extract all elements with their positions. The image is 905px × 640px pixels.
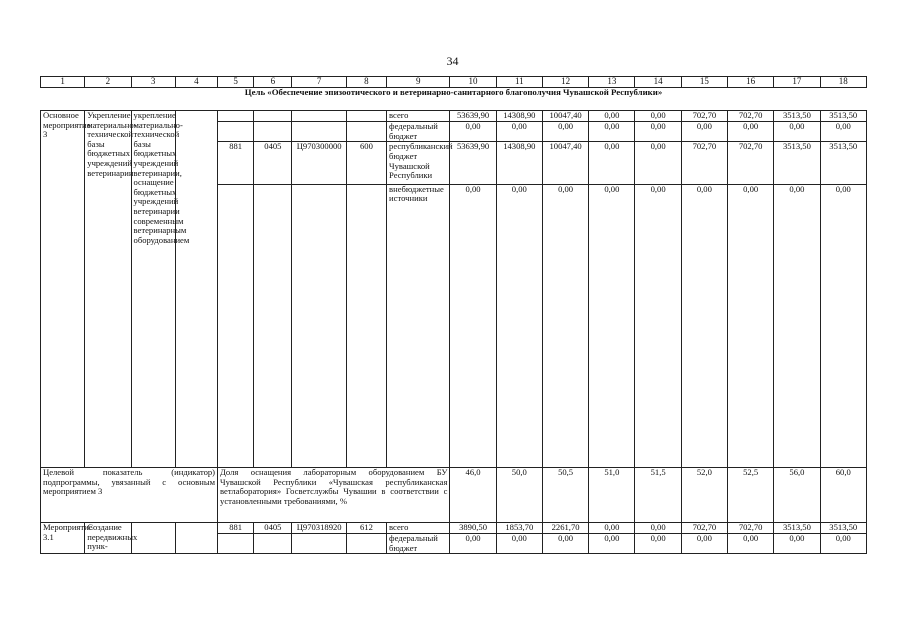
empty-cell (218, 111, 254, 122)
header-cell: 5 (218, 77, 254, 88)
header-cell: 16 (728, 77, 774, 88)
value-cell: 0,00 (681, 122, 727, 142)
indicator-value: 50,5 (542, 468, 588, 523)
value-cell: 702,70 (681, 523, 727, 534)
value-cell: 0,00 (589, 523, 635, 534)
code-rz: 0405 (254, 523, 292, 534)
header-cell: 6 (254, 77, 292, 88)
table-row (41, 111, 867, 122)
header-cell: 17 (774, 77, 820, 88)
value-cell: 0,00 (635, 184, 681, 467)
value-cell: 14308,90 (496, 111, 542, 122)
funding-source: федеральный бюджет (387, 534, 450, 554)
empty-cell (254, 534, 292, 554)
value-cell: 0,00 (635, 111, 681, 122)
empty-cell (218, 122, 254, 142)
value-cell: 0,00 (635, 122, 681, 142)
value-cell: 0,00 (496, 184, 542, 467)
code-csr: Ц970300000 (292, 142, 346, 184)
empty-cell (292, 534, 346, 554)
value-cell: 0,00 (450, 534, 496, 554)
indicator-value: 56,0 (774, 468, 820, 523)
empty-cell (346, 122, 386, 142)
header-row (41, 77, 867, 88)
header-cell: 12 (542, 77, 588, 88)
value-cell: 702,70 (728, 142, 774, 184)
goal-title: Цель «Обеспечение эпизоотического и ветеринарно-санитарного благополучия Чувашской Республики» (41, 88, 867, 111)
value-cell: 3890,50 (450, 523, 496, 534)
value-cell: 0,00 (589, 184, 635, 467)
empty-cell (346, 534, 386, 554)
header-cell: 13 (589, 77, 635, 88)
value-cell: 0,00 (635, 523, 681, 534)
indicator-value: 51,5 (635, 468, 681, 523)
value-cell: 3513,50 (774, 142, 820, 184)
empty-cell (218, 184, 254, 467)
empty-cell (292, 184, 346, 467)
value-cell: 0,00 (450, 184, 496, 467)
funding-source: внебюджетные источники (387, 184, 450, 467)
indicator-row (41, 468, 867, 523)
header-cell: 18 (820, 77, 866, 88)
indicator-value: 50,0 (496, 468, 542, 523)
code-csr: Ц970318920 (292, 523, 346, 534)
value-cell: 0,00 (728, 184, 774, 467)
value-cell: 0,00 (635, 534, 681, 554)
budget-table (40, 76, 867, 554)
header-cell: 15 (681, 77, 727, 88)
value-cell: 0,00 (589, 142, 635, 184)
empty-cell (346, 184, 386, 467)
page-number: 34 (446, 54, 459, 68)
indicator-value: 51,0 (589, 468, 635, 523)
header-cell: 10 (450, 77, 496, 88)
table-row (41, 523, 867, 534)
code-gr: 881 (218, 142, 254, 184)
empty-cell (292, 122, 346, 142)
value-cell: 0,00 (820, 534, 866, 554)
value-cell: 10047,40 (542, 111, 588, 122)
value-cell: 3513,50 (820, 523, 866, 534)
empty-cell (175, 111, 217, 468)
value-cell: 0,00 (774, 184, 820, 467)
value-cell: 0,00 (728, 122, 774, 142)
empty-cell (254, 122, 292, 142)
value-cell: 0,00 (728, 534, 774, 554)
code-vr: 600 (346, 142, 386, 184)
funding-source: федеральный бюджет (387, 122, 450, 142)
empty-cell (175, 523, 217, 554)
code-vr: 612 (346, 523, 386, 534)
value-cell: 0,00 (774, 534, 820, 554)
value-cell: 3513,50 (774, 523, 820, 534)
value-cell: 0,00 (496, 122, 542, 142)
header-cell: 9 (387, 77, 450, 88)
value-cell: 53639,90 (450, 111, 496, 122)
indicator-value: 52,0 (681, 468, 727, 523)
header-cell: 2 (85, 77, 131, 88)
empty-cell (254, 184, 292, 467)
header-cell: 7 (292, 77, 346, 88)
value-cell: 2261,70 (542, 523, 588, 534)
value-cell: 0,00 (589, 122, 635, 142)
funding-source: республиканский бюджет Чувашской Республики (387, 142, 450, 184)
value-cell: 0,00 (774, 122, 820, 142)
value-cell: 702,70 (728, 111, 774, 122)
value-cell: 702,70 (681, 111, 727, 122)
value-cell: 53639,90 (450, 142, 496, 184)
value-cell: 0,00 (450, 122, 496, 142)
indicator-value: 60,0 (820, 468, 866, 523)
value-cell: 3513,50 (820, 111, 866, 122)
value-cell: 0,00 (681, 534, 727, 554)
header-cell: 1 (41, 77, 85, 88)
value-cell: 0,00 (496, 534, 542, 554)
header-cell: 4 (175, 77, 217, 88)
value-cell: 14308,90 (496, 142, 542, 184)
value-cell: 3513,50 (820, 142, 866, 184)
header-cell: 11 (496, 77, 542, 88)
empty-cell (292, 111, 346, 122)
value-cell: 10047,40 (542, 142, 588, 184)
value-cell: 0,00 (589, 111, 635, 122)
goal-row (41, 88, 867, 111)
funding-source: всего (387, 111, 450, 122)
indicator-value: 52,5 (728, 468, 774, 523)
empty-cell (346, 111, 386, 122)
header-cell: 8 (346, 77, 386, 88)
funding-source: всего (387, 523, 450, 534)
empty-cell (131, 523, 175, 554)
header-cell: 14 (635, 77, 681, 88)
event-type-cell: Основное мероприятие 3 (41, 111, 85, 468)
code-gr: 881 (218, 523, 254, 534)
value-cell: 702,70 (681, 142, 727, 184)
empty-cell (218, 534, 254, 554)
indicator-text: Доля оснащения лабораторным оборудованием БУ Чувашской Республики «Чувашская республиканская ветлаборатория» Госветслужбы Чувашии в соответствии с установленными требованиями, % (218, 468, 450, 523)
value-cell: 1853,70 (496, 523, 542, 534)
value-cell: 0,00 (635, 142, 681, 184)
value-cell: 0,00 (820, 122, 866, 142)
value-cell: 0,00 (542, 184, 588, 467)
indicator-label: Целевой показатель (индикатор) подпрограммы, увязанный с основным мероприятием 3 (41, 468, 218, 523)
indicator-value: 46,0 (450, 468, 496, 523)
value-cell: 0,00 (542, 534, 588, 554)
event-description-cell: укрепление материально-технической базы бюджетных учреждений ветеринарии, оснащение бюджетных учреждений ветеринарии современным ветеринарным оборудованием (131, 111, 175, 468)
event-name-cell: Укрепление материально-технической базы бюджетных учреждений ветеринарии (85, 111, 131, 468)
value-cell: 0,00 (820, 184, 866, 467)
value-cell: 0,00 (589, 534, 635, 554)
empty-cell (254, 111, 292, 122)
value-cell: 0,00 (681, 184, 727, 467)
value-cell: 702,70 (728, 523, 774, 534)
value-cell: 0,00 (542, 122, 588, 142)
value-cell: 3513,50 (774, 111, 820, 122)
event-type-cell: Мероприятие 3.1 (41, 523, 85, 554)
code-rz: 0405 (254, 142, 292, 184)
event-name-cell: Создание передвижных пунк- (85, 523, 131, 554)
header-cell: 3 (131, 77, 175, 88)
